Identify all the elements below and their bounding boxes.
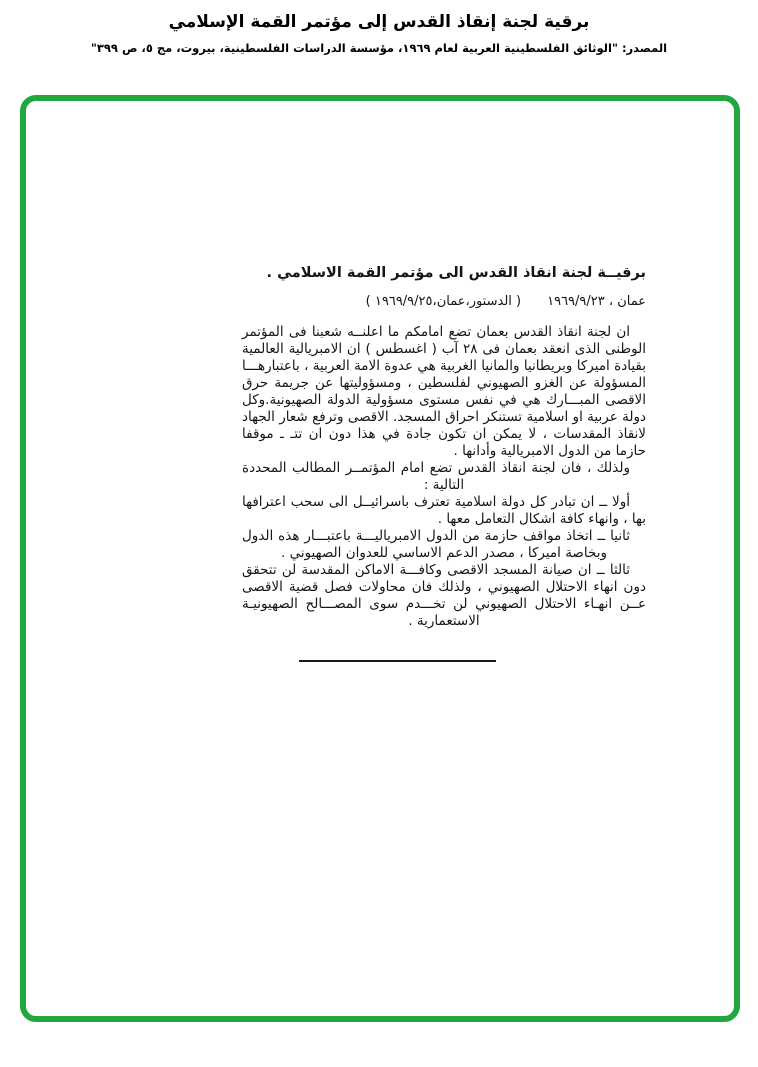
paragraph-demand-first: أولا ــ ان تبادر كل دولة اسلامية تعترف باسرائيــل الى سحب اعترافها بها ، وانهاء كافة اشكال التعامل معها . [242, 494, 646, 527]
dateline [242, 294, 646, 309]
source-citation: المصدر: "الوثائق الفلسطينية العربية لعام ١٩٦٩، مؤسسة الدراسات الفلسطينية، بيروت، مج ٥، ص ٣٩٩" [90, 41, 668, 55]
page-header [0, 0, 758, 55]
dateline-place-date: عمان ، ١٩٦٩/٩/٢٣ [547, 294, 646, 309]
paragraph-intro: ان لجنة انقاذ القدس بعمان تضع امامكم ما اعلنــه شعبنا فى المؤتمر الوطنى الذى انعقد بعمان فى ٢٨ آب ( اغسطس ) ان الامبريالية العالمية بقيادة اميركا وبريطانيا والمانيا الغربية هي عدوة الامة العربية ، باعتبارهـــا المسؤولة عن الغزو الصهيوني لفلسطين ، ومسؤوليتها عن جريمة حرق الاقصى المبـــارك هي في نفس مستوى مسؤولية الدولة الصهيونية.وكل دولة عربية او اسلامية تستنكر احراق المسجد. الاقصى وترفع شعار الجهاد لانقاذ المقدسات ، لا يمكن ان تكون جادة في هذا دون ان تتـ ـ موقفا حازما من الدول الامبريالية وأدانها . [242, 324, 646, 459]
paragraph-demand-second: ثانيا ــ اتخاذ مواقف حازمة من الدول الامبرياليـــة باعتبـــار هذه الدول وبخاصة اميركا ، مصدر الدعم الاساسي للعدوان الصهيوني . [242, 528, 630, 561]
separator-rule [299, 660, 496, 662]
dateline-source-ref: ( الدستور،عمان،١٩٦٩/٩/٢٥ ) [365, 294, 522, 309]
document-frame [20, 95, 740, 1022]
paragraph-demand-third: ثالثا ــ ان صيانة المسجد الاقصى وكافـــة الاماكن المقدسة لن تتحقق دون انهاء الاحتلال الصهيوني ، ولذلك فان محاولات فصل قضية الاقصى عــن انهـاء الاحتلال الصهيوني لن تخـــدم سوى المصـــالح الصهيونيـة الاستعمارية . [242, 562, 646, 629]
document-body [242, 265, 646, 662]
page-title: برقية لجنة إنقاذ القدس إلى مؤتمر القمة الإسلامي [168, 12, 590, 32]
document-title: برقيــة لجنة انقاذ القدس الى مؤتمر القمة الاسلامي . [266, 265, 646, 281]
paragraph-demands-lead: ولذلك ، فان لجنة انقاذ القدس تضع امام المؤتمــر المطالب المحددة التالية : [242, 460, 630, 493]
